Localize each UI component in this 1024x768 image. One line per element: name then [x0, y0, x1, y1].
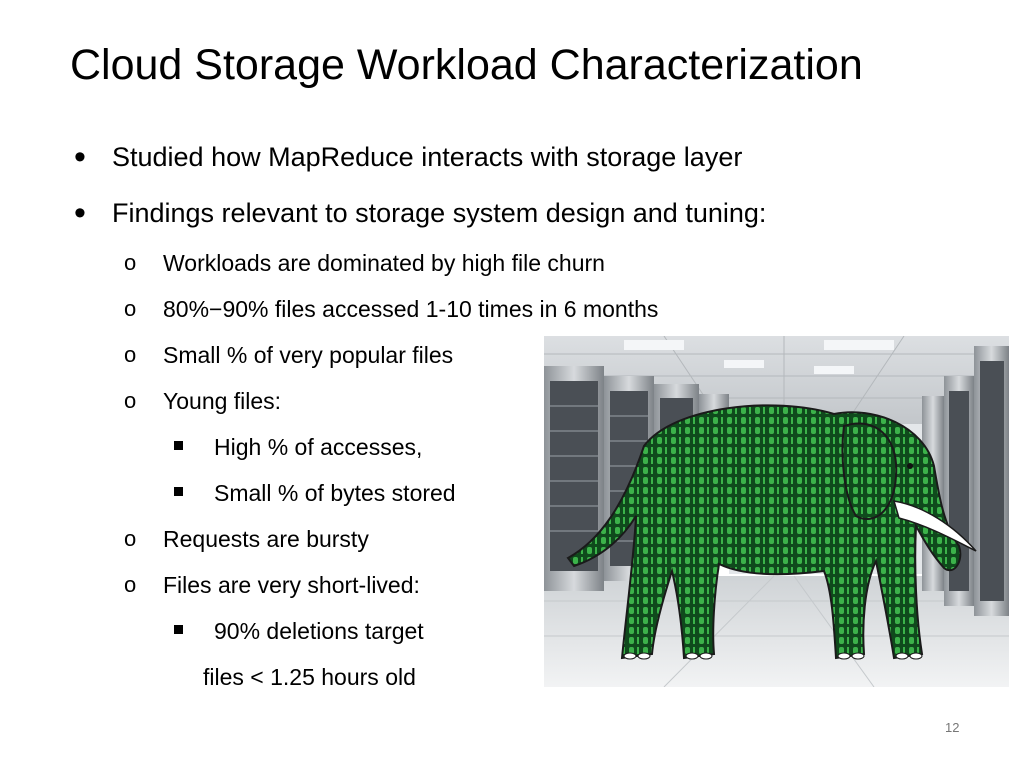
- bullet-marker: •: [74, 194, 86, 232]
- finding-text: Workloads are dominated by high file churn: [163, 250, 605, 276]
- finding-detail-text: High % of accesses,: [214, 434, 423, 460]
- finding-detail-text: Small % of bytes stored: [214, 480, 456, 506]
- bullet-text: Findings relevant to storage system design and tuning:: [112, 198, 767, 228]
- sub-bullet-marker: o: [124, 250, 137, 275]
- bullet-marker: •: [74, 138, 86, 176]
- slide-title: Cloud Storage Workload Characterization: [70, 41, 863, 89]
- hadoop-elephant-photo: [544, 336, 1009, 687]
- finding-text: Requests are bursty: [163, 526, 369, 552]
- square-bullet-marker: [174, 441, 183, 450]
- slide-number: 12: [945, 720, 960, 735]
- square-bullet-marker: [174, 487, 183, 496]
- finding-detail-text: 90% deletions target: [214, 618, 424, 644]
- finding-text: Files are very short-lived:: [163, 572, 420, 598]
- short-lived-continuation: files < 1.25 hours old: [203, 664, 416, 690]
- sub-bullet-marker: o: [124, 296, 137, 321]
- sub-bullet-marker: o: [124, 572, 137, 597]
- bullet-text: Studied how MapReduce interacts with storage layer: [112, 142, 743, 172]
- sub-bullet-marker: o: [124, 342, 137, 367]
- sub-bullet-marker: o: [124, 526, 137, 551]
- square-bullet-marker: [174, 625, 183, 634]
- finding-text: 80%−90% files accessed 1-10 times in 6 months: [163, 296, 659, 322]
- finding-text: Small % of very popular files: [163, 342, 454, 368]
- finding-text: Young files:: [163, 388, 282, 414]
- sub-bullet-marker: o: [124, 388, 137, 413]
